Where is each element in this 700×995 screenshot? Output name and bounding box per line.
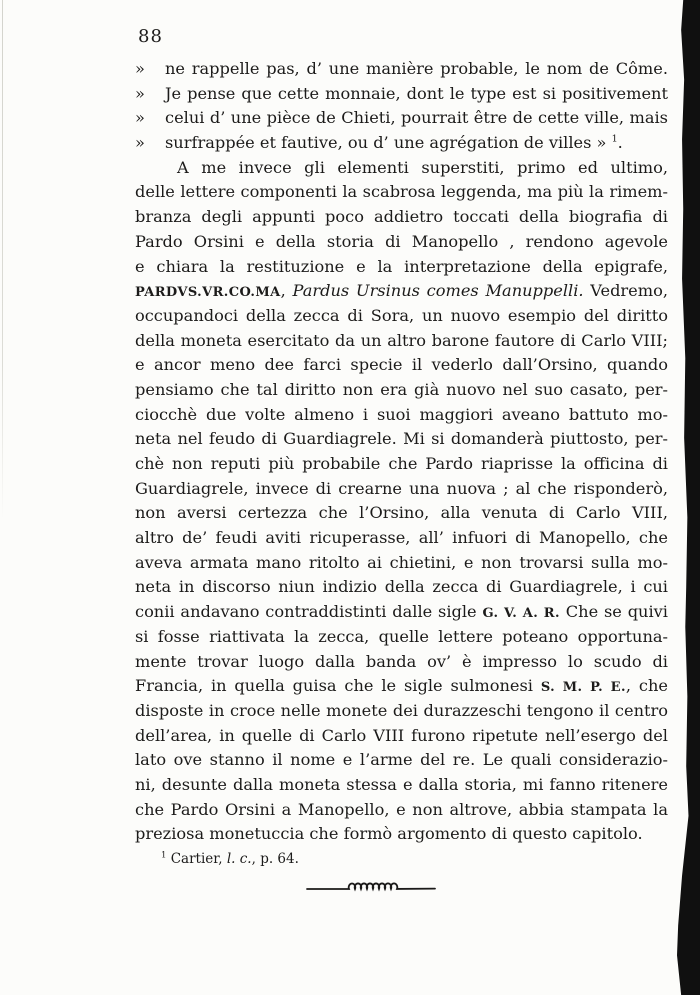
text-segment: pensiamo che tal diritto non era già nuovo nel suo casato, per- — [135, 379, 668, 399]
text-segment: si fosse riattivata la zecca, quelle lettere poteano opportuna- — [135, 626, 668, 646]
line-text — [135, 650, 668, 675]
guillemet-marker: » — [135, 108, 145, 128]
footnote-page: , p. 64. — [251, 851, 299, 867]
body-line — [135, 279, 668, 304]
text-segment: ni, desunte dalla moneta stessa e dalla storia, mi fanno ritenere — [135, 774, 668, 794]
line-text — [135, 526, 668, 551]
squiggle-divider-graphic — [305, 880, 437, 896]
guillemet-marker: » — [135, 83, 145, 103]
line-text — [135, 501, 668, 526]
footnote-author: Cartier, — [166, 851, 227, 867]
latin-phrase: Pardus Ursinus comes Manuppelli. — [292, 281, 584, 301]
page-edge-shadow — [677, 0, 700, 995]
body-line — [135, 452, 668, 477]
line-text — [135, 551, 668, 576]
body-line — [135, 156, 668, 181]
body-line — [135, 477, 668, 502]
body-line — [135, 625, 668, 650]
text-segment: Pardo Orsini e della storia di Manopello , rendono agevole — [135, 231, 668, 251]
line-text — [135, 255, 668, 280]
body-line — [135, 230, 668, 255]
text-segment: e ancor meno dee farci specie il vederlo dall’Orsino, quando — [135, 355, 668, 375]
text-segment: non aversi certezza che l’Orsino, alla venuta di Carlo VIII, — [135, 503, 668, 523]
squiggle-divider — [305, 880, 437, 896]
body-line — [135, 600, 668, 625]
body-line — [135, 650, 668, 675]
text-segment: ne rappelle pas, d’ une manière probable, le nom de Côme. — [165, 59, 668, 78]
coin-sigla: PARDVS.VR.CO.MA — [135, 285, 281, 301]
body-line — [135, 822, 668, 847]
text-segment: neta nel feudo di Guardiagrele. Mi si domanderà piuttosto, per- — [135, 429, 668, 449]
text-segment: disposte in croce nelle monete dei durazzeschi tengono il centro — [135, 700, 668, 720]
text-segment: Je pense que cette monnaie, dont le type est si positivement — [165, 83, 668, 103]
text-segment: ciocchè due volte almeno i suoi maggiori aveano battuto mo- — [135, 404, 668, 424]
line-text — [135, 773, 668, 798]
text-segment: della moneta esercitato da un altro barone fautore di Carlo VIII; — [135, 330, 668, 350]
text-segment: dell’area, in quelle di Carlo VIII furono ripetute nell’esergo del — [135, 725, 668, 745]
body-line — [135, 180, 668, 205]
body-line — [135, 403, 668, 428]
body-line — [135, 699, 668, 724]
line-text — [135, 180, 668, 205]
text-segment: conii andavano contraddistinti dalle sigle — [135, 602, 483, 622]
line-text — [135, 822, 668, 847]
text-segment: che Pardo Orsini a Manopello, e non altrove, abbia stampata la — [135, 799, 668, 819]
quote-line — [135, 82, 668, 107]
body-line — [135, 551, 668, 576]
line-text — [135, 279, 668, 304]
line-text — [135, 798, 668, 823]
body-line — [135, 798, 668, 823]
line-text — [135, 674, 668, 699]
text-segment: . — [617, 133, 623, 153]
body-line — [135, 378, 668, 403]
coin-sigla: S. M. P. E. — [540, 680, 626, 696]
page-left-edge-line — [2, 0, 3, 520]
body-line — [135, 724, 668, 749]
body-line — [135, 205, 668, 230]
body-line — [135, 304, 668, 329]
text-segment: e chiara la restituzione e la interpretazione della epigrafe, — [135, 256, 668, 276]
text-segment: branza degli appunti poco addietro toccati della biografia di — [135, 207, 668, 227]
line-text — [135, 205, 668, 230]
line-text — [135, 403, 668, 428]
body-line — [135, 427, 668, 452]
text-segment: Guardiagrele, invece di crearne una nuova ; al che risponderò, — [135, 478, 668, 498]
text-segment: Che se quivi — [559, 602, 668, 622]
text-segment: mente trovar luogo dalla banda ov’ è impresso lo scudo di — [135, 651, 668, 671]
line-text — [135, 156, 668, 181]
line-text — [165, 131, 668, 156]
text-segment: , — [280, 281, 293, 301]
body-line — [135, 255, 668, 280]
coin-sigla: G. V. A. R. — [482, 606, 560, 622]
text-block — [135, 57, 668, 896]
text-segment: delle lettere componenti la scabrosa leggenda, ma più la rimem- — [135, 182, 668, 202]
line-text — [135, 575, 668, 600]
text-segment: lato ove stanno il nome e l’arme del re. Le quali considerazio- — [135, 750, 668, 770]
body-line — [135, 526, 668, 551]
text-segment: Francia, in quella guisa che le sigle sulmonesi — [135, 676, 541, 696]
text-segment: Vedremo, — [583, 281, 668, 301]
quote-line — [135, 57, 668, 82]
quote-line — [135, 131, 668, 156]
line-text — [135, 748, 668, 773]
line-text — [165, 82, 668, 107]
line-text — [135, 329, 668, 354]
guillemet-marker: » — [135, 59, 145, 78]
body-line — [135, 773, 668, 798]
line-text — [165, 106, 668, 131]
body-line — [135, 329, 668, 354]
body-lines — [135, 57, 668, 847]
text-segment: surfrappée et fautive, ou d’ une agrégation de villes » — [165, 133, 612, 153]
line-text — [135, 600, 668, 625]
text-segment: altro de’ feudi aviti ricuperasse, all’ infuori di Manopello, che — [135, 528, 668, 548]
line-text — [135, 625, 668, 650]
text-segment: preziosa monetuccia che formò argomento di questo capitolo. — [135, 824, 643, 844]
page-number: 88 — [138, 26, 163, 47]
line-text — [135, 378, 668, 403]
line-text — [135, 427, 668, 452]
line-text — [135, 452, 668, 477]
text-segment: celui d’ une pièce de Chieti, pourrait être de cette ville, mais — [165, 108, 668, 128]
body-line — [135, 353, 668, 378]
text-segment: chè non reputi più probabile che Pardo riaprisse la officina di — [135, 454, 668, 473]
footnote-reference-mark: 1 — [611, 133, 618, 145]
quote-line — [135, 106, 668, 131]
body-line — [135, 575, 668, 600]
line-text — [135, 353, 668, 378]
line-text — [135, 304, 668, 329]
text-segment: aveva armata mano ritolto ai chietini, e non trovarsi sulla mo- — [135, 552, 668, 572]
footnote-ref: 1 — [161, 850, 167, 861]
line-text — [135, 477, 668, 502]
body-line — [135, 674, 668, 699]
line-text — [135, 699, 668, 724]
footnote-cite: l. c. — [226, 851, 252, 867]
body-line — [135, 501, 668, 526]
footnote — [135, 850, 668, 869]
text-segment: , che — [625, 676, 669, 696]
line-text — [135, 724, 668, 749]
text-segment: occupandoci della zecca di Sora, un nuovo esempio del diritto — [135, 305, 668, 325]
body-line — [135, 748, 668, 773]
guillemet-marker: » — [135, 133, 145, 153]
text-segment: A me invece gli elementi superstiti, primo ed ultimo, — [177, 157, 668, 177]
line-text — [165, 57, 668, 82]
line-text — [135, 230, 668, 255]
text-segment: neta in discorso niun indizio della zecca di Guardiagrele, i cui — [135, 577, 668, 597]
